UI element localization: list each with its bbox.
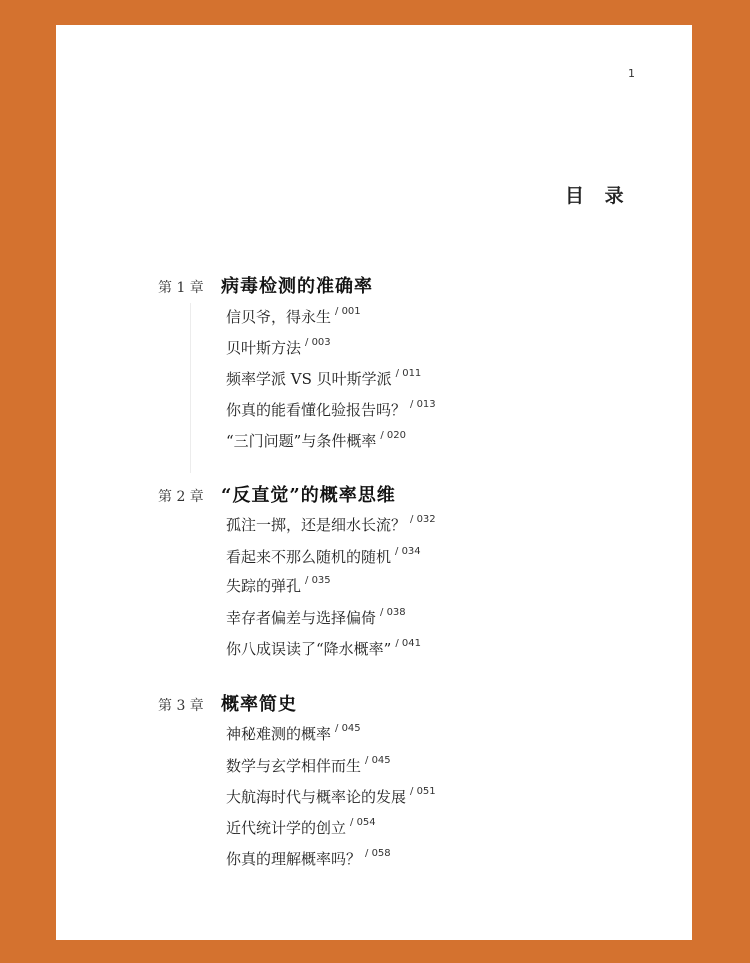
entry-title: 失踪的弹孔 [226,577,302,595]
chapter-3 [158,690,678,868]
toc-entry[interactable] [226,514,436,535]
entry-page: / 013 [410,399,436,410]
toc-title: 目 录 [565,185,631,207]
entry-title: 信贝爷，得永生 [226,308,332,326]
toc-entry[interactable] [226,638,421,659]
chapter-title: 病毒检测的准确率 [221,276,373,297]
entry-page: / 003 [305,337,331,348]
entry-title: 你八成误读了“降水概率” [226,640,392,658]
entry-page: / 054 [350,817,376,828]
chapter-2 [158,481,678,658]
entry-page: / 045 [335,723,361,734]
entry-page: / 001 [335,306,361,317]
chapter-heading [158,690,678,716]
margin-rule [190,303,191,473]
entry-title: “三门问题”与条件概率 [226,432,377,450]
entry-page: / 032 [410,514,436,525]
entry-page: / 038 [380,607,406,618]
entry-title: 你真的理解概率吗？ [226,850,362,868]
entry-title: 幸存者偏差与选择偏倚 [226,609,377,627]
chapter-heading [158,272,678,298]
entry-title: 贝叶斯方法 [226,339,302,357]
entry-page: / 045 [365,755,391,766]
entry-title: 大航海时代与概率论的发展 [226,788,407,806]
toc-entry[interactable] [226,430,406,451]
chapter-title: 概率简史 [221,694,297,715]
entry-page: / 041 [395,638,421,649]
book-page [56,25,692,940]
toc-entry[interactable] [226,399,436,420]
entry-page: / 035 [305,575,331,586]
entry-page: / 034 [395,546,421,557]
entry-title: 数学与玄学相伴而生 [226,757,362,775]
toc-entry[interactable] [226,817,376,838]
chapter-1 [158,272,678,450]
page-number: 1 [628,67,635,80]
chapter-number: 第 2 章 [158,489,204,505]
entry-title: 神秘难测的概率 [226,725,332,743]
entry-title: 孤注一掷，还是细水长流？ [226,516,407,534]
toc-entry[interactable] [226,337,331,358]
toc-entry[interactable] [226,575,331,596]
toc-entry[interactable] [226,755,391,776]
toc-entry[interactable] [226,723,361,744]
entry-page: / 058 [365,848,391,859]
chapter-title: “反直觉”的概率思维 [221,485,396,506]
entry-title: 近代统计学的创立 [226,819,347,837]
chapter-heading [158,481,678,507]
toc-entry[interactable] [226,607,406,628]
chapter-number: 第 3 章 [158,698,204,714]
entry-title: 你真的能看懂化验报告吗？ [226,401,407,419]
entry-page: / 020 [380,430,406,441]
entry-page: / 011 [395,368,422,379]
toc-entry[interactable] [226,546,421,567]
toc-entry[interactable] [226,368,421,389]
toc-entry[interactable] [226,786,436,807]
entry-page: / 051 [410,786,436,797]
entry-title: 频率学派 VS 贝叶斯学派 [226,370,392,388]
entry-title: 看起来不那么随机的随机 [226,548,392,566]
chapter-number: 第 1 章 [158,280,204,296]
toc-entry[interactable] [226,306,361,327]
toc-entry[interactable] [226,848,391,869]
